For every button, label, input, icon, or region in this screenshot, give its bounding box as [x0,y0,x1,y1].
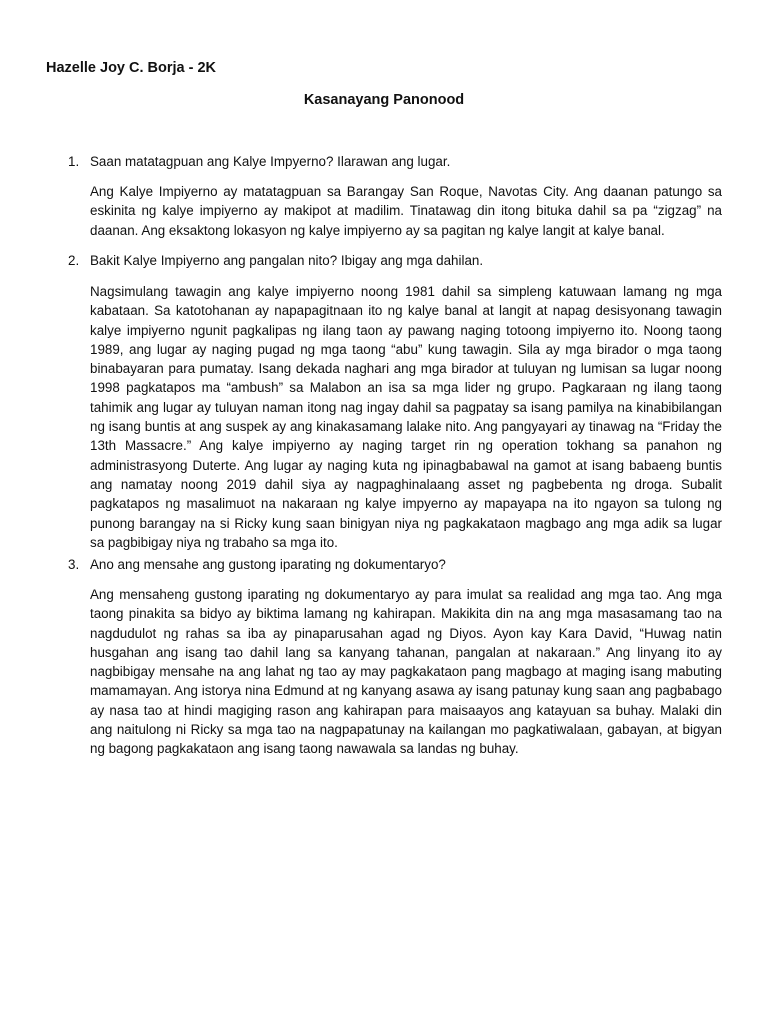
question-text: Saan matatagpuan ang Kalye Impyerno? Ilarawan ang lugar. [90,154,451,169]
question-number: 1. [68,154,80,169]
question-item-3 [68,556,446,574]
question-text: Ano ang mensahe ang gustong iparating ng dokumentaryo? [90,557,446,572]
answer-paragraph-2: Nagsimulang tawagin ang kalye impiyerno noong 1981 dahil sa simpleng katuwaan lamang ng mga kabataan. Sa katotohanan ay napapagitnaan ito ng kalye banal at langit at napag desisyonang tawagin kalye impiyerno ngunit pagkalipas ng ilang taon ay pawang naging totoong impiyerno ito. Noong taong 1989, ang lugar ay naging pugad ng mga taong “abu” kung tawagin. Sila ay mga birador o mga taong binabayaran para pumatay. Isang dekada naghari ang mga birador at tuluyan ng lumisan sa lugar noong 1998 pagkatapos ma “ambush” sa Malabon an isa sa mga lider ng grupo. Pagkaraan ng ilang taong tahimik ang lugar ay tuluyan naman itong nag ingay dahil sa pagpatay sa isang pamilya na kinabibilangan ng isang buntis at ang suspek ay ang kinakasamang lalake nito. Ang pangyayari ay tinawag na “Friday the 13th Massacre.” Ang kalye impiyerno ay naging target rin ng operation tokhang sa panahon ng administrasyong Duterte. Ang lugar ay naging kuta ng ipinagbabawal na gamot at isang babaeng buntis ang namatay noong 2019 dahil siya ay nagpaghinalaang asset ng pagbebenta ng droga. Subalit pagkatapos ng masalimuot na nakaraan ng kalye impyerno ay mapayapa na ito ngayon sa tulong ng punong barangay na si Ricky kung saan binigyan niya ng pagkakataon magbago ang mga adik sa lugar sa pagbibigay niya ng trabaho sa mga ito. [90,284,722,550]
answer-paragraph-1: Ang Kalye Impiyerno ay matatagpuan sa Barangay San Roque, Navotas City. Ang daanan patungo sa eskinita ng kalye impiyerno ay makipot at madilim. Tinatawag din itong bituka dahil sa pa “zigzag” na daanan. Ang eksaktong lokasyon ng kalye impiyerno ay sa pagitan ng kalye langit at kalye banal. [90,184,722,238]
question-item-2 [68,252,483,270]
author-name: Hazelle Joy C. Borja - 2K [46,60,217,76]
question-item-1 [68,153,450,171]
question-number: 2. [68,253,80,268]
question-number: 3. [68,557,80,572]
answer-paragraph-3: Ang mensaheng gustong iparating ng dokumentaryo ay para imulat sa realidad ang mga tao. Ang mga taong pinakita sa bidyo ay biktima lamang ng kahirapan. Makikita din na ang mga masasamang tao na nagdudulot ng rahas sa iba ay pinaparusahan agad ng Diyos. Ayon kay Kara David, “Huwag natin husgahan ang isang tao dahil lang sa kanyang tahanan, pangalan at nakaraan.” Ang linyang ito ay nagbibigay mensahe na ang lahat ng tao ay may pagkakataon pang magbago at maging isang mabuting mamamayan. Ang istorya nina Edmund at ng kanyang asawa ay isang patunay kung saan ang pagbabago ay nasa tao at hindi magiging rason ang kahirapan para maisaayos ang katayuan sa buhay. Malaki din ang naitulong ni Ricky sa mga tao na nagpapatunay na kailangan mo pagkatiwalaan, gabayan, at bigyan ng bagong pagkakataon ang isang taong nawawala sa landas ng buhay. [90,587,722,757]
question-text: Bakit Kalye Impiyerno ang pangalan nito? Ibigay ang mga dahilan. [90,253,484,268]
document-title: Kasanayang Panonood [303,92,465,108]
